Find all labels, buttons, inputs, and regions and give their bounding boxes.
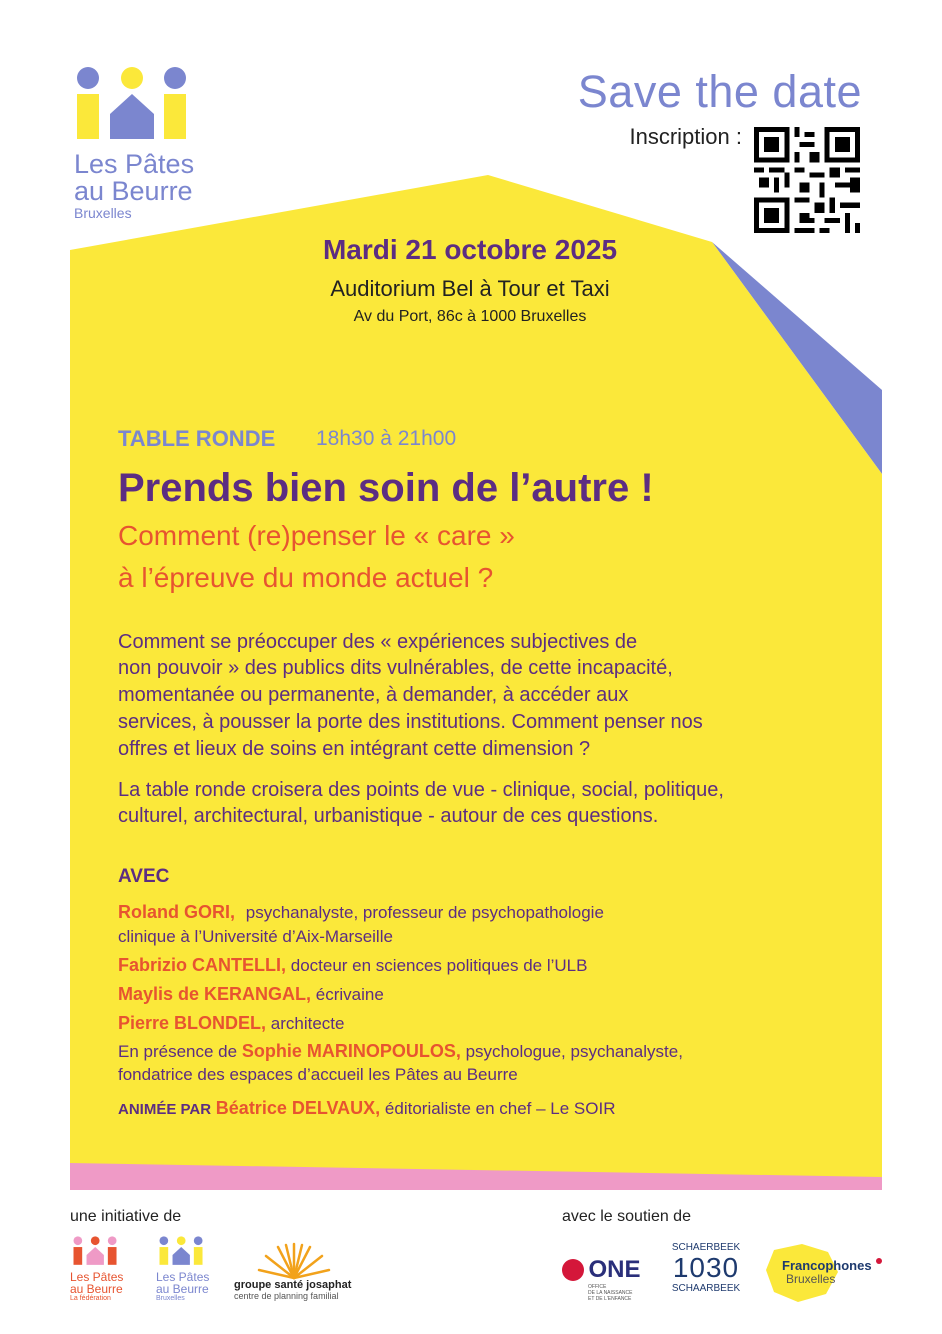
brand-name-line2: au Beurre [74, 176, 193, 206]
one-logo-name: ONE [588, 1256, 641, 1283]
moderator-prefix: ANIMÉE PAR [118, 1101, 212, 1118]
brussels-logo-line1: Les Pâtes [156, 1270, 210, 1284]
speaker-entry [118, 955, 587, 976]
brand-name-line1: Les Pâtes [74, 149, 195, 179]
yellow-panel [70, 175, 882, 1190]
speaker-entry [118, 1013, 344, 1034]
speaker-name: Pierre BLONDEL, [118, 1013, 267, 1033]
brussels-logo [156, 1236, 226, 1302]
federation-logo [70, 1236, 140, 1302]
speaker-name: Maylis de KERANGAL, [118, 984, 312, 1004]
guest-prefix: En présence de [118, 1042, 238, 1061]
guest-name: Sophie MARINOPOULOS, [241, 1041, 461, 1061]
francophones-bruxelles-logo [762, 1242, 886, 1304]
inscription-label: Inscription : [629, 124, 742, 149]
moderator-name: Béatrice DELVAUX, [215, 1098, 381, 1118]
one-logo-sub2: DE LA NAISSANCE [588, 1290, 633, 1296]
support-label: avec le soutien de [562, 1208, 691, 1225]
program-time: 18h30 à 21h00 [316, 427, 457, 450]
francophones-line1: Francophones [782, 1258, 872, 1273]
moderator-role: éditorialiste en chef – Le SOIR [384, 1099, 616, 1118]
federation-logo-line2: au Beurre [70, 1282, 123, 1296]
speaker-entry [118, 902, 604, 923]
brussels-logo-figures-icon [156, 1236, 208, 1266]
speaker-role-continued: clinique à l’Université d’Aix-Marseille [118, 927, 393, 946]
josaphat-logo [234, 1240, 364, 1301]
event-venue: Auditorium Bel à Tour et Taxi [330, 276, 610, 301]
intro-paragraph-line: Comment se préoccuper des « expériences subjectives de [118, 631, 638, 653]
brand-city: Bruxelles [74, 205, 132, 221]
initiative-label: une initiative de [70, 1208, 182, 1225]
federation-logo-line1: Les Pâtes [70, 1270, 124, 1284]
moderator-entry [118, 1098, 616, 1119]
intro-paragraph-line: non pouvoir » des publics dits vulnérables, de cette incapacité, [118, 657, 673, 679]
guest-entry [118, 1041, 683, 1062]
speaker-name: Fabrizio CANTELLI, [118, 955, 286, 975]
program-subtitle-line1: Comment (re)penser le « care » [118, 520, 515, 551]
intro-paragraph-line: offres et lieux de soins en intégrant cette dimension ? [118, 738, 591, 760]
josaphat-logo-sub: centre de planning familial [234, 1291, 339, 1301]
speaker-entry [118, 984, 384, 1005]
scope-paragraph-line: culturel, architectural, urbanistique - autour de ces questions. [118, 805, 659, 827]
event-address: Av du Port, 86c à 1000 Bruxelles [353, 308, 587, 325]
red-dot-icon [876, 1258, 882, 1264]
one-logo-sub1: OFFICE [588, 1284, 607, 1290]
intro-paragraph-line: momentanée ou permanente, à demander, à accéder aux [118, 684, 629, 706]
save-the-date-title: Save the date [577, 66, 862, 117]
federation-logo-line3: La fédération [70, 1295, 111, 1302]
schaerbeek-logo [668, 1242, 744, 1294]
schaerbeek-code: 1030 [672, 1252, 740, 1283]
program-type-label: TABLE RONDE [118, 426, 276, 451]
josaphat-logo-name: groupe santé josaphat [234, 1279, 352, 1291]
sun-burst-icon [254, 1240, 334, 1280]
speaker-role: écrivaine [315, 985, 384, 1004]
program-subtitle-line2: à l’épreuve du monde actuel ? [118, 562, 494, 593]
brand-logo-figures-icon [74, 66, 194, 142]
guest-role-continued: fondatrice des espaces d’accueil les Pâtes au Beurre [118, 1065, 518, 1084]
brussels-logo-line2: au Beurre [156, 1282, 209, 1296]
registration-qr-code-icon[interactable] [754, 127, 860, 233]
speakers-heading: AVEC [118, 866, 170, 887]
schaerbeek-top: SCHAERBEEK [671, 1242, 741, 1253]
francophones-line2: Bruxelles [786, 1272, 836, 1286]
federation-logo-figures-icon [70, 1236, 122, 1266]
intro-paragraph-line: services, à pousser la porte des institutions. Comment penser nos [118, 711, 703, 733]
speaker-role: docteur en sciences politiques de l’ULB [290, 956, 588, 975]
brand-logo [74, 66, 234, 226]
scope-paragraph-line: La table ronde croisera des points de vue - clinique, social, politique, [118, 779, 724, 801]
one-logo-sub3: ET DE L'ENFANCE [588, 1296, 632, 1302]
speaker-name: Roland GORI, [118, 902, 235, 922]
speaker-role: architecte [270, 1014, 345, 1033]
guest-role: psychologue, psychanalyste, [465, 1042, 683, 1061]
program-title: Prends bien soin de l’autre ! [118, 466, 654, 510]
brussels-logo-line3: Bruxelles [156, 1295, 185, 1302]
one-ball-icon [562, 1259, 584, 1281]
schaerbeek-bottom: SCHAARBEEK [671, 1283, 741, 1294]
speaker-role: psychanalyste, professeur de psychopathologie [245, 903, 604, 922]
event-date: Mardi 21 octobre 2025 [322, 234, 618, 265]
one-logo [562, 1256, 642, 1302]
